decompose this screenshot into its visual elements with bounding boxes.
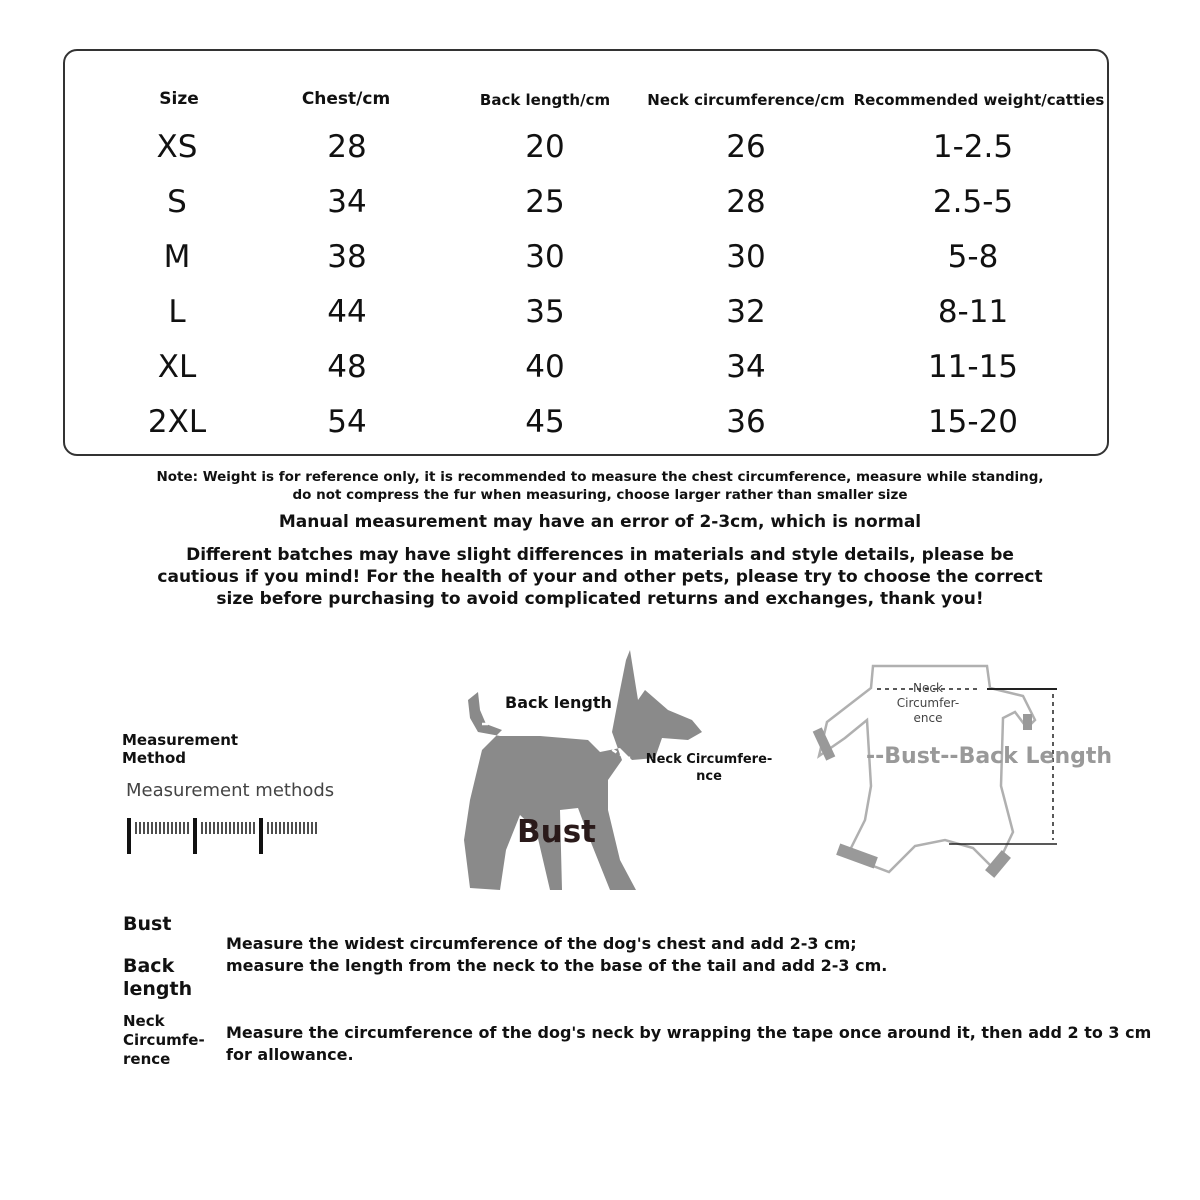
cell-back: 20 bbox=[525, 129, 565, 165]
cell-neck: 26 bbox=[726, 129, 766, 165]
cell-size: L bbox=[168, 294, 186, 330]
cell-neck: 32 bbox=[726, 294, 766, 330]
batch-note: Different batches may have slight differences in materials and style details, please be cautious if you mind! For the health of your and other pets, please try to choose the correct size before purchasing to avoid complicated returns and exchanges, thank you! bbox=[157, 545, 1043, 609]
cell-back: 45 bbox=[525, 404, 565, 440]
cell-weight: 8-11 bbox=[937, 294, 1009, 330]
dog-bust-label: Bust bbox=[517, 814, 596, 850]
cell-back: 25 bbox=[525, 184, 565, 220]
cell-weight: 5-8 bbox=[947, 239, 999, 275]
cell-size: XS bbox=[156, 129, 198, 165]
header-chest: Chest/cm bbox=[301, 89, 391, 109]
neck-title: Neck Circumfe-rence bbox=[123, 1012, 205, 1068]
garment-bust-back-label: --Bust--Back Length bbox=[866, 744, 1113, 769]
cell-weight: 15-20 bbox=[927, 404, 1019, 440]
weight-note: Note: Weight is for reference only, it is recommended to measure the chest circumference, measure while standing, do not compress the fur when measuring, choose larger rather than smaller size bbox=[156, 469, 1044, 503]
cell-neck: 30 bbox=[726, 239, 766, 275]
cell-neck: 34 bbox=[726, 349, 766, 385]
header-back-length: Back length/cm bbox=[479, 91, 611, 109]
cell-back: 35 bbox=[525, 294, 565, 330]
header-size: Size bbox=[159, 89, 199, 109]
dog-neck-label: Neck Circumfere-nce bbox=[645, 752, 773, 784]
cell-neck: 28 bbox=[726, 184, 766, 220]
header-neck: Neck circumference/cm bbox=[647, 91, 845, 109]
cell-weight: 11-15 bbox=[927, 349, 1019, 385]
neck-definition: Measure the circumference of the dog's neck by wrapping the tape once around it, then add 2 to 3 cm for allowance. bbox=[226, 1023, 1152, 1064]
tape-measure-icon bbox=[124, 816, 324, 858]
error-note: Manual measurement may have an error of 2-3cm, which is normal bbox=[278, 512, 922, 532]
header-weight: Recommended weight/catties bbox=[853, 91, 1105, 109]
cell-size: 2XL bbox=[147, 404, 207, 440]
bust-back-definition: Measure the widest circumference of the dog's chest and add 2-3 cm; measure the length from the neck to the base of the tail and add 2-3 cm. bbox=[226, 934, 888, 975]
dog-back-length-label: Back length bbox=[505, 693, 612, 712]
cell-back: 40 bbox=[525, 349, 565, 385]
cell-size: M bbox=[163, 239, 191, 275]
garment-neck-label: Neck Circumfer-ence bbox=[896, 681, 960, 725]
back-length-title: Back length bbox=[123, 955, 193, 1000]
cell-chest: 28 bbox=[327, 129, 367, 165]
measurement-method-label: Measurement Method bbox=[122, 731, 239, 767]
cell-neck: 36 bbox=[726, 404, 766, 440]
cell-weight: 2.5-5 bbox=[932, 184, 1014, 220]
cell-chest: 54 bbox=[327, 404, 367, 440]
cell-size: XL bbox=[157, 349, 197, 385]
cell-weight: 1-2.5 bbox=[932, 129, 1014, 165]
cell-chest: 38 bbox=[327, 239, 367, 275]
cell-chest: 34 bbox=[327, 184, 367, 220]
bust-title: Bust bbox=[123, 913, 172, 935]
cell-size: S bbox=[167, 184, 187, 220]
size-chart-table bbox=[63, 49, 1109, 456]
cell-chest: 44 bbox=[327, 294, 367, 330]
measurement-methods-caption: Measurement methods bbox=[126, 780, 335, 801]
cell-chest: 48 bbox=[327, 349, 367, 385]
cell-back: 30 bbox=[525, 239, 565, 275]
